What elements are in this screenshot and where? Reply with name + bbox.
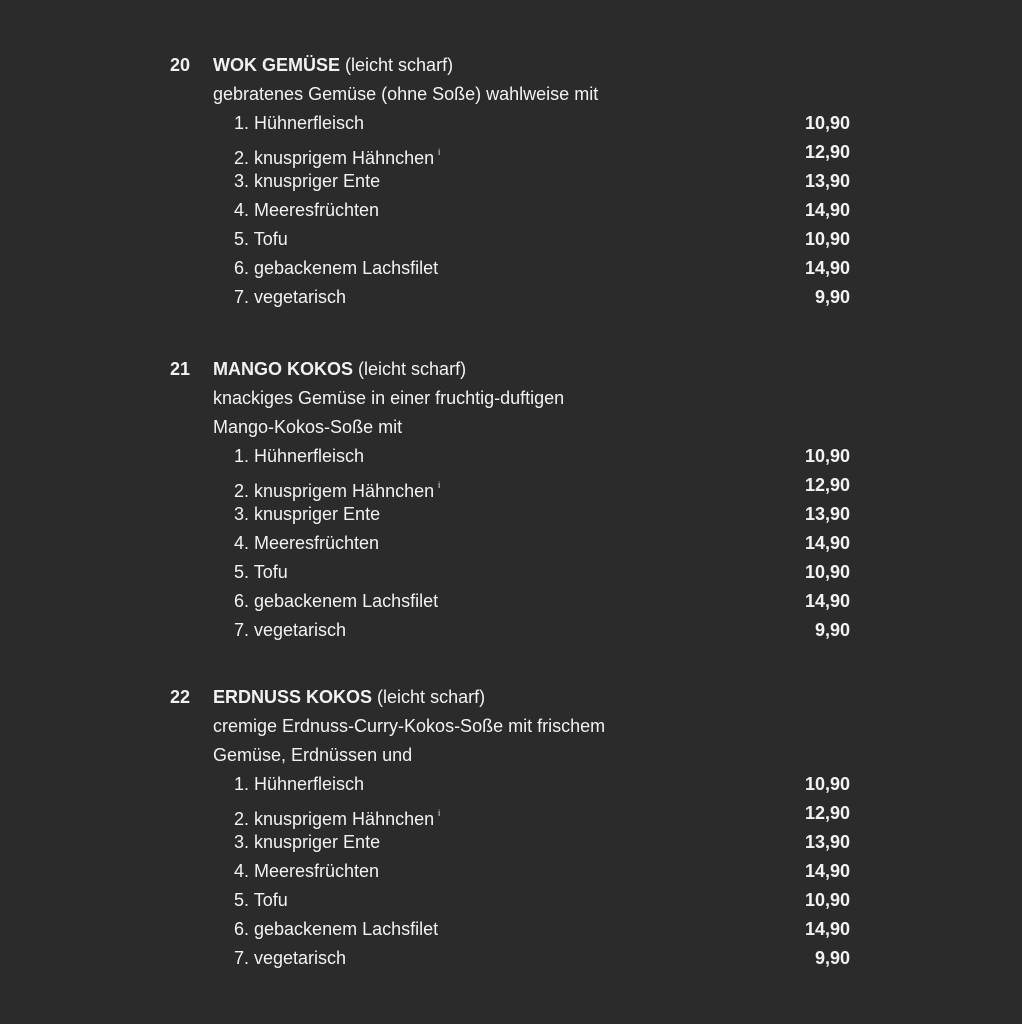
menu-item-label-wrap bbox=[234, 770, 364, 799]
menu-item-price: 10,90 bbox=[804, 774, 850, 794]
menu-item-row bbox=[0, 196, 1022, 225]
menu-item-label-wrap bbox=[234, 254, 438, 283]
menu-item-price: 10,90 bbox=[804, 890, 850, 910]
menu-item-label: 4. Meeresfrüchten bbox=[234, 533, 380, 553]
dish-description: gebratenes Gemüse (ohne Soße) wahlweise mit bbox=[213, 84, 599, 104]
menu-item-row bbox=[0, 283, 1022, 312]
menu-item-price: 14,90 bbox=[804, 861, 850, 881]
menu-item-label-wrap bbox=[234, 558, 288, 587]
menu-item-label-wrap bbox=[234, 587, 438, 616]
menu-item-price: 14,90 bbox=[804, 533, 850, 553]
dish-title: WOK GEMÜSE bbox=[213, 55, 341, 75]
dish-description-line bbox=[0, 384, 1022, 413]
menu-item-label: 4. Meeresfrüchten bbox=[234, 861, 380, 881]
dish-description: Gemüse, Erdnüssen und bbox=[213, 745, 413, 765]
dish-description: cremige Erdnuss-Curry-Kokos-Soße mit frischem bbox=[213, 716, 606, 736]
menu-item-label-wrap bbox=[234, 828, 380, 857]
menu-item-label: 5. Tofu bbox=[234, 229, 288, 249]
menu-item-label: 5. Tofu bbox=[234, 562, 288, 582]
menu-item-row bbox=[0, 471, 1022, 500]
menu-item-price: 14,90 bbox=[804, 258, 850, 278]
dish-number: 21 bbox=[170, 359, 191, 379]
menu-item-label-wrap bbox=[234, 944, 346, 973]
menu-item-label: 5. Tofu bbox=[234, 890, 288, 910]
menu-item-price: 12,90 bbox=[804, 142, 850, 162]
dish-description: Mango-Kokos-Soße mit bbox=[213, 417, 403, 437]
spice-note: (leicht scharf) bbox=[345, 55, 454, 75]
menu-item-label: 2. knusprigem Hähnchen bbox=[234, 809, 435, 829]
menu-item-label-wrap bbox=[234, 283, 346, 312]
menu-item-label: 6. gebackenem Lachsfilet bbox=[234, 591, 439, 611]
section-header bbox=[0, 683, 1022, 712]
menu-item-price: 10,90 bbox=[804, 562, 850, 582]
menu-item-label: 7. vegetarisch bbox=[234, 948, 347, 968]
menu-item-label: 3. knuspriger Ente bbox=[234, 171, 381, 191]
menu-item-price: 10,90 bbox=[804, 229, 850, 249]
menu-item-row bbox=[0, 944, 1022, 973]
spice-note: (leicht scharf) bbox=[358, 359, 467, 379]
dish-title: MANGO KOKOS bbox=[213, 359, 354, 379]
section-header bbox=[0, 51, 1022, 80]
menu-item-row bbox=[0, 587, 1022, 616]
menu-item-label: 7. vegetarisch bbox=[234, 620, 347, 640]
dish-description: knackiges Gemüse in einer fruchtig-duftigen bbox=[213, 388, 565, 408]
dish-title-line bbox=[213, 355, 466, 384]
menu-item-label-wrap bbox=[234, 915, 438, 944]
menu-item-label: 1. Hühnerfleisch bbox=[234, 774, 365, 794]
menu-item-price: 9,90 bbox=[814, 620, 850, 640]
menu-item-row bbox=[0, 225, 1022, 254]
menu-item-row bbox=[0, 915, 1022, 944]
menu-item-label: 2. knusprigem Hähnchen bbox=[234, 148, 435, 168]
dish-number: 22 bbox=[170, 687, 191, 707]
footnote-marker: i bbox=[438, 480, 441, 490]
menu-item-row bbox=[0, 138, 1022, 167]
menu-item-label: 2. knusprigem Hähnchen bbox=[234, 481, 435, 501]
menu-item-price: 12,90 bbox=[804, 803, 850, 823]
section-header bbox=[0, 355, 1022, 384]
menu-item-label-wrap bbox=[234, 616, 346, 645]
menu-item-price: 13,90 bbox=[804, 504, 850, 524]
footnote-marker: i bbox=[438, 808, 441, 818]
menu-item-label: 1. Hühnerfleisch bbox=[234, 446, 365, 466]
dish-title-line bbox=[213, 51, 453, 80]
menu-item-price: 9,90 bbox=[814, 948, 850, 968]
menu-item-row bbox=[0, 828, 1022, 857]
menu-item-label: 3. knuspriger Ente bbox=[234, 504, 381, 524]
dish-description-line bbox=[0, 712, 1022, 741]
spice-note: (leicht scharf) bbox=[377, 687, 486, 707]
footnote-marker: i bbox=[438, 147, 441, 157]
menu-item-row bbox=[0, 529, 1022, 558]
menu-item-row bbox=[0, 886, 1022, 915]
menu-item-price: 14,90 bbox=[804, 200, 850, 220]
menu-item-row bbox=[0, 857, 1022, 886]
menu-item-row bbox=[0, 558, 1022, 587]
menu-item-label: 4. Meeresfrüchten bbox=[234, 200, 380, 220]
menu-item-row bbox=[0, 167, 1022, 196]
menu-item-price: 12,90 bbox=[804, 475, 850, 495]
menu-item-label-wrap bbox=[234, 167, 380, 196]
menu-item-label: 6. gebackenem Lachsfilet bbox=[234, 258, 439, 278]
dish-description-line bbox=[0, 413, 1022, 442]
menu-item-label-wrap bbox=[234, 529, 379, 558]
menu-item-row bbox=[0, 442, 1022, 471]
dish-description-line bbox=[0, 80, 1022, 109]
menu-item-price: 10,90 bbox=[804, 113, 850, 133]
menu-item-row bbox=[0, 254, 1022, 283]
menu-item-label: 3. knuspriger Ente bbox=[234, 832, 381, 852]
dish-title-line bbox=[213, 683, 485, 712]
menu-item-row bbox=[0, 799, 1022, 828]
menu-item-label-wrap bbox=[234, 500, 380, 529]
dish-title: ERDNUSS KOKOS bbox=[213, 687, 373, 707]
menu-item-row bbox=[0, 109, 1022, 138]
menu-item-price: 9,90 bbox=[814, 287, 850, 307]
menu-item-label-wrap bbox=[234, 225, 288, 254]
menu-item-label: 6. gebackenem Lachsfilet bbox=[234, 919, 439, 939]
menu-item-label: 7. vegetarisch bbox=[234, 287, 347, 307]
menu-item-price: 10,90 bbox=[804, 446, 850, 466]
menu-item-row bbox=[0, 500, 1022, 529]
menu-item-label: 1. Hühnerfleisch bbox=[234, 113, 365, 133]
menu-item-row bbox=[0, 770, 1022, 799]
menu-item-label-wrap bbox=[234, 196, 379, 225]
menu-item-price: 14,90 bbox=[804, 919, 850, 939]
menu-item-price: 14,90 bbox=[804, 591, 850, 611]
menu-item-price: 13,90 bbox=[804, 171, 850, 191]
menu-item-label-wrap bbox=[234, 109, 364, 138]
menu-item-label-wrap bbox=[234, 442, 364, 471]
dish-number: 20 bbox=[170, 55, 191, 75]
menu-item-price: 13,90 bbox=[804, 832, 850, 852]
menu-item-row bbox=[0, 616, 1022, 645]
menu-item-label-wrap bbox=[234, 886, 288, 915]
menu-item-label-wrap bbox=[234, 857, 379, 886]
dish-description-line bbox=[0, 741, 1022, 770]
